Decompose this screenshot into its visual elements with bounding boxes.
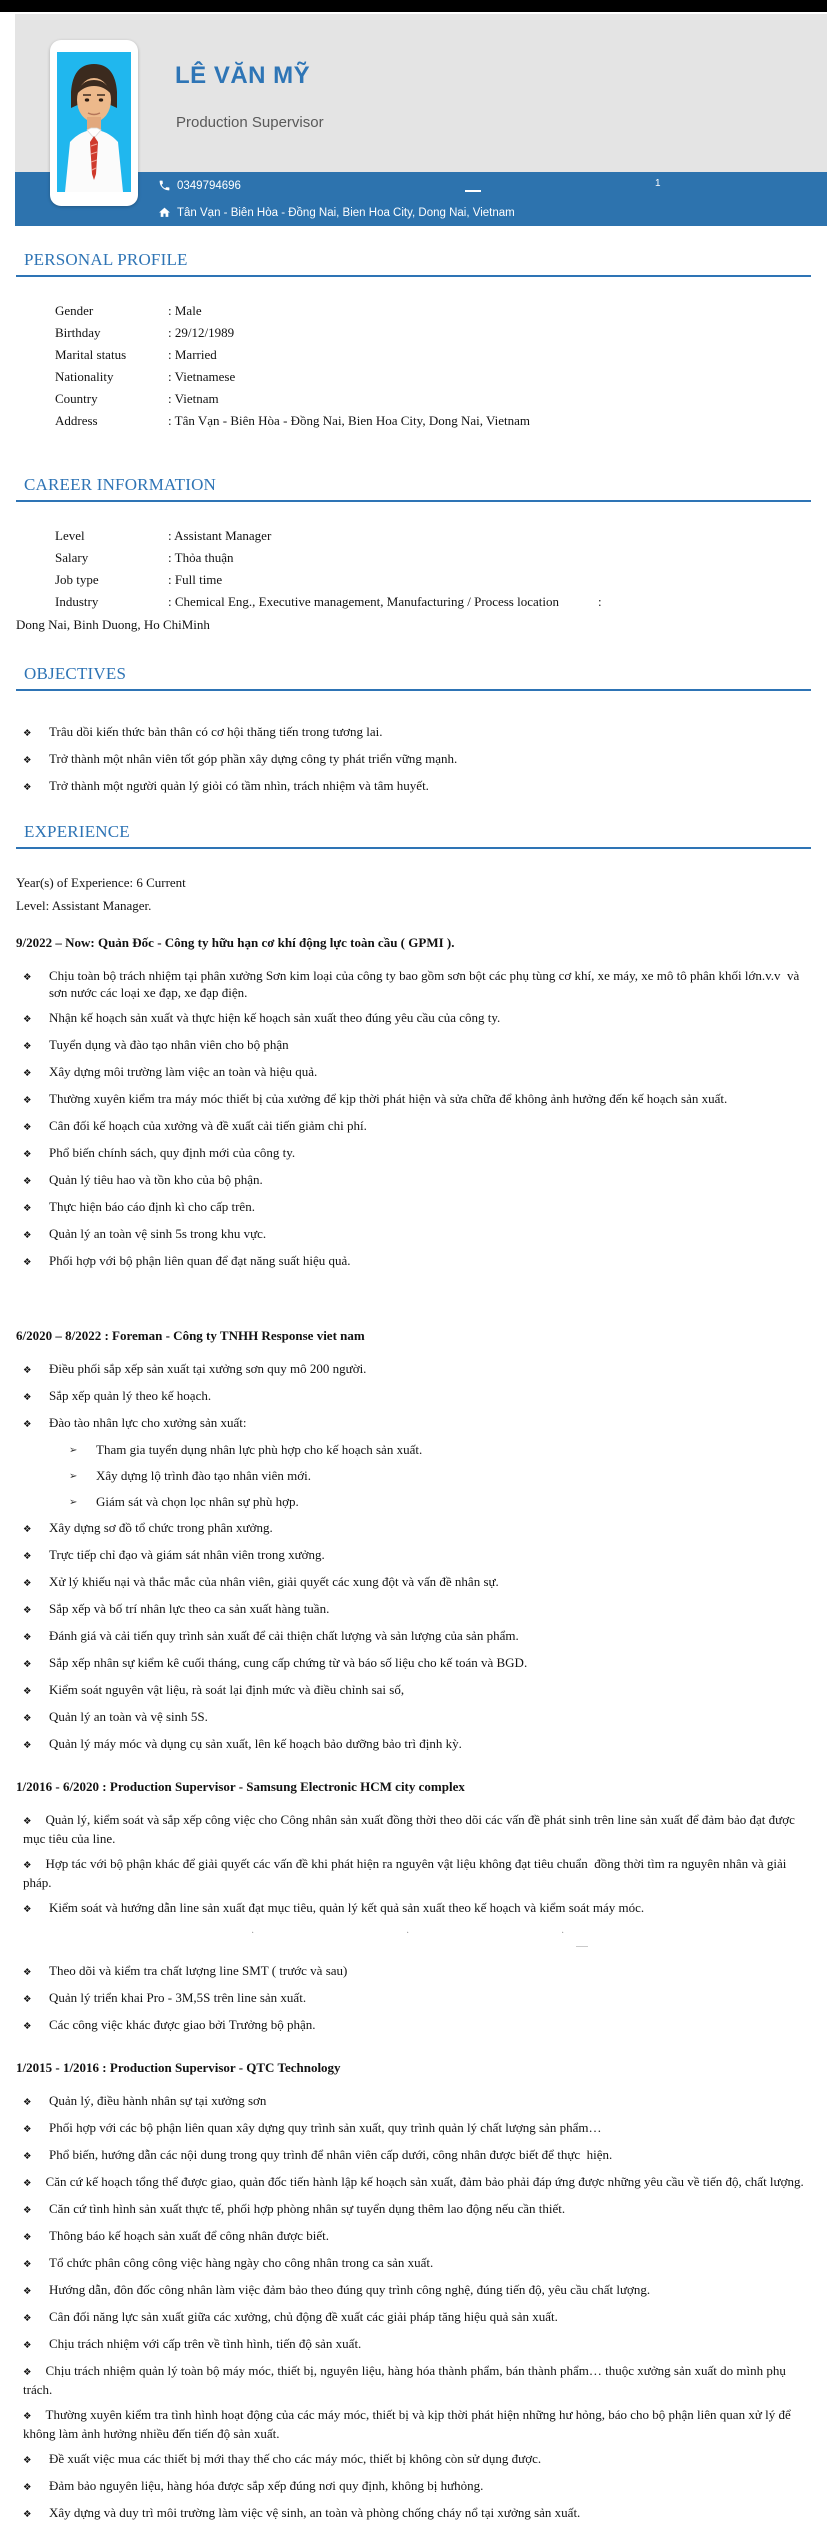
phone-icon <box>158 179 171 192</box>
experience-years: Year(s) of Experience: 6 Current <box>16 875 186 890</box>
job-heading-samsung: 1/2016 - 6/2020 : Production Supervisor - Samsung Electronic HCM city complex <box>16 1779 465 1794</box>
stray-mark: 1 <box>655 178 661 189</box>
diamond-bullet-icon: ❖ <box>23 1994 32 2005</box>
job-bullet: ❖ Đánh giá và cải tiến quy trình sản xuất để cải thiện chất lượng và sản lượng của sản phẩm. <box>23 1627 811 1646</box>
diamond-bullet-icon: ❖ <box>23 1713 32 1724</box>
diamond-bullet-icon: ❖ <box>23 728 32 739</box>
diamond-bullet-icon: ❖ <box>23 2286 32 2297</box>
person-job-title: Production Supervisor <box>176 114 324 131</box>
job-bullet: ❖ Xây dựng và duy trì môi trường làm việc vệ sinh, an toàn và phòng chống cháy nổ tại xưởng sản xuất. <box>23 2504 811 2523</box>
profile-row-birthday: Birthday : 29/12/1989 <box>55 325 811 341</box>
job-gpmi-bullets <box>16 967 811 1271</box>
diamond-bullet-icon: ❖ <box>23 755 32 766</box>
job-bullet: ❖ Căn cứ kế hoạch tổng thể được giao, quản đốc tiến hành lập kế hoạch sản xuất, đảm bảo phải đáp ứng được những yêu cầu về tiến độ, chất lượng. <box>23 2174 804 2189</box>
diamond-bullet-icon: ❖ <box>23 1365 32 1376</box>
personal-profile-rows <box>16 303 811 429</box>
job-bullet: ❖ Chịu trách nhiệm quản lý toàn bộ máy móc, thiết bị, nguyên liệu, hàng hóa thành phẩm, bán thành phẩm… thuộc xưởng sản xuất do mình phụ trách. <box>23 2363 790 2397</box>
job-bullet: ❖ Sắp xếp và bố trí nhân lực theo ca sản xuất hàng tuần. <box>23 1600 811 1619</box>
diamond-bullet-icon: ❖ <box>23 2178 32 2189</box>
experience-level: Level: Assistant Manager. <box>16 898 152 913</box>
career-information-rows <box>16 528 811 634</box>
profile-row-nationality: Nationality : Vietnamese <box>55 369 811 385</box>
job-bullet: ❖ Trực tiếp chỉ đạo và giám sát nhân viên trong xưởng. <box>23 1546 811 1565</box>
diamond-bullet-icon: ❖ <box>23 1014 32 1025</box>
faded-text-artifacts: · · · <box>16 1926 811 1956</box>
job-bullet: ❖ Sắp xếp quản lý theo kế hoạch. <box>23 1387 811 1406</box>
job-bullet: ❖ Hợp tác với bộ phận khác để giải quyết các vấn đề khi phát hiện ra nguyên vật liệu không đạt tiêu chuẩn đồng thời tìm ra nguyên nhân và giải pháp. <box>23 1856 790 1890</box>
diamond-bullet-icon: ❖ <box>23 1816 32 1827</box>
job-bullet: ❖ Điều phối sắp xếp sản xuất tại xưởng sơn quy mô 200 người. <box>23 1360 811 1379</box>
job-bullet: ❖ Chịu toàn bộ trách nhiệm tại phân xưởng Sơn kim loại của công ty bao gồm sơn bột các phụ tùng cơ khí, xe máy, xe mô tô phân khối lớn.v.v và sơn nước các loại xe đạp, xe đạp điện. <box>23 968 803 1000</box>
job-response-bullets <box>16 1360 811 1754</box>
job-bullet: ❖ Các công việc khác được giao bởi Trưởng bộ phận. <box>23 2016 811 2035</box>
diamond-bullet-icon: ❖ <box>23 2205 32 2216</box>
career-row-job-type: Job type : Full time <box>55 572 811 588</box>
career-row-salary: Salary : Thỏa thuận <box>55 550 811 566</box>
diamond-bullet-icon: ❖ <box>23 2411 32 2422</box>
job-bullet: ❖ Phổ biến chính sách, quy định mới của công ty. <box>23 1144 811 1163</box>
job-bullet: ❖ Quản lý, điều hành nhân sự tại xưởng sơn <box>23 2092 811 2111</box>
profile-row-country: Country : Vietnam <box>55 391 811 407</box>
diamond-bullet-icon: ❖ <box>23 1659 32 1670</box>
job-bullet: ❖ Chịu trách nhiệm với cấp trên về tình hình, tiến độ sản xuất. <box>23 2335 811 2354</box>
diamond-bullet-icon: ❖ <box>23 1230 32 1241</box>
resume-body <box>0 250 827 2523</box>
job-bullet: ❖ Quản lý triển khai Pro - 3M,5S trên line sản xuất. <box>23 1989 811 2008</box>
diamond-bullet-icon: ❖ <box>23 1095 32 1106</box>
diamond-bullet-icon: ❖ <box>23 1605 32 1616</box>
job-heading-gpmi: 9/2022 – Now: Quản Đốc - Công ty hữu hạn cơ khí động lực toàn cầu ( GPMI ). <box>16 935 455 950</box>
diamond-bullet-icon: ❖ <box>23 782 32 793</box>
diamond-bullet-icon: ❖ <box>23 1203 32 1214</box>
job-subbullet: ➢ Tham gia tuyển dụng nhân lực phù hợp cho kế hoạch sản xuất. <box>69 1442 423 1457</box>
phone-number: 0349794696 <box>177 179 241 192</box>
job-bullet: ❖ Quản lý tiêu hao và tồn kho của bộ phận. <box>23 1171 811 1190</box>
diamond-bullet-icon: ❖ <box>23 2367 32 2378</box>
person-name: LÊ VĂN MỸ <box>175 62 311 89</box>
job-heading-response: 6/2020 – 8/2022 : Foreman - Công ty TNHH Response viet nam <box>16 1328 365 1343</box>
diamond-bullet-icon: ❖ <box>23 972 32 983</box>
top-black-bar <box>0 0 827 12</box>
section-title-career-information: CAREER INFORMATION <box>16 475 811 502</box>
diamond-bullet-icon: ❖ <box>23 2455 32 2466</box>
section-title-personal-profile: PERSONAL PROFILE <box>16 250 811 277</box>
job-bullet: ❖ Cân đối kế hoạch của xưởng và đề xuất cải tiến giảm chi phí. <box>23 1117 811 1136</box>
diamond-bullet-icon: ❖ <box>23 1860 32 1871</box>
job-bullet: ❖ Thường xuyên kiểm tra máy móc thiết bị của xưởng để kịp thời phát hiện và sửa chữa để không ảnh hưởng đến kế hoạch sản xuất. <box>23 1090 811 1109</box>
job-bullet: ❖ Phổ biến, hướng dẫn các nội dung trong quy trình để nhân viên cấp dưới, công nhân được biết để thực hiện. <box>23 2146 811 2165</box>
diamond-bullet-icon: ❖ <box>23 1967 32 1978</box>
diamond-bullet-icon: ❖ <box>23 2021 32 2032</box>
job-bullet: ❖ Thường xuyên kiểm tra tình hình hoạt động của các máy móc, thiết bị và kịp thời phát hiện những hư hỏng, báo cho bộ phận liên quan xử lý để không làm ảnh hưởng nhiều đến tiến độ sản xuất. <box>23 2407 795 2441</box>
diamond-bullet-icon: ❖ <box>23 1551 32 1562</box>
diamond-bullet-icon: ❖ <box>23 2313 32 2324</box>
objective-item: ❖ Trở thành một nhân viên tốt góp phần xây dựng công ty phát triển vững mạnh. <box>23 750 811 769</box>
job-qtc-bullets <box>16 2092 811 2523</box>
diamond-bullet-icon: ❖ <box>23 1257 32 1268</box>
job-bullet: ❖ Sắp xếp nhân sự kiểm kê cuối tháng, cung cấp chứng từ và báo số liệu cho kế toán và BGD. <box>23 1654 811 1673</box>
diamond-bullet-icon: ❖ <box>23 2259 32 2270</box>
diamond-bullet-icon: ❖ <box>23 1149 32 1160</box>
job-bullet: ❖ Đề xuất việc mua các thiết bị mới thay thế cho các máy móc, thiết bị không còn sử dụng được. <box>23 2450 811 2469</box>
job-heading-qtc: 1/2015 - 1/2016 : Production Supervisor - QTC Technology <box>16 2060 341 2075</box>
home-icon <box>158 206 171 219</box>
diamond-bullet-icon: ❖ <box>23 1419 32 1430</box>
job-bullet: ❖ Phối hợp với các bộ phận liên quan xây dựng quy trình sản xuất, quy trình quản lý chất lượng sản phẩm… <box>23 2119 811 2138</box>
job-bullet: ❖ Tổ chức phân công công việc hàng ngày cho công nhân trong ca sản xuất. <box>23 2254 811 2273</box>
section-title-experience: EXPERIENCE <box>16 822 811 849</box>
diamond-bullet-icon: ❖ <box>23 1524 32 1535</box>
objective-item: ❖ Trâu dồi kiến thức bản thân có cơ hội thăng tiến trong tương lai. <box>23 723 811 742</box>
job-subbullet: ➢ Giám sát và chọn lọc nhân sự phù hợp. <box>69 1494 299 1509</box>
career-row-level: Level : Assistant Manager <box>55 528 811 544</box>
faded-dash-artifact <box>576 1940 588 1947</box>
diamond-bullet-icon: ❖ <box>23 1176 32 1187</box>
profile-photo <box>50 40 138 206</box>
job-subbullet: ➢ Xây dựng lộ trình đào tạo nhân viên mới. <box>69 1468 312 1483</box>
profile-row-address: Address : Tân Vạn - Biên Hòa - Đồng Nai, Bien Hoa City, Dong Nai, Vietnam <box>55 413 811 429</box>
job-bullet: ❖ Quản lý an toàn và vệ sinh 5S. <box>23 1708 811 1727</box>
objective-item: ❖ Trở thành một người quản lý giỏi có tầm nhìn, trách nhiệm và tâm huyết. <box>23 777 811 796</box>
diamond-bullet-icon: ❖ <box>23 1686 32 1697</box>
job-bullet: ❖ Phối hợp với bộ phận liên quan để đạt năng suất hiệu quả. <box>23 1252 811 1271</box>
arrow-bullet-icon: ➢ <box>69 1445 78 1456</box>
diamond-bullet-icon: ❖ <box>23 1632 32 1643</box>
diamond-bullet-icon: ❖ <box>23 1068 32 1079</box>
job-bullet: ❖ Cân đối năng lực sản xuất giữa các xưởng, chủ động đề xuất các giải pháp tăng hiệu quả sản xuất. <box>23 2308 811 2327</box>
job-bullet: ❖ Thực hiện báo cáo định kì cho cấp trên. <box>23 1198 811 1217</box>
diamond-bullet-icon: ❖ <box>23 1392 32 1403</box>
diamond-bullet-icon: ❖ <box>23 2340 32 2351</box>
industry-locations: Dong Nai, Binh Duong, Ho ChiMinh <box>16 617 210 632</box>
job-bullet: ❖ Xây dựng môi trường làm việc an toàn và hiệu quả. <box>23 1063 811 1082</box>
job-bullet: ❖ Đảm bảo nguyên liệu, hàng hóa được sắp xếp đúng nơi quy định, không bị hưhỏng. <box>23 2477 811 2496</box>
resume-header <box>0 0 827 226</box>
job-bullet: ❖ Thông báo kế hoạch sản xuất để công nhân được biết. <box>23 2227 811 2246</box>
diamond-bullet-icon: ❖ <box>23 1578 32 1589</box>
job-samsung-bullets <box>16 1811 811 2035</box>
job-bullet: ❖ Nhận kế hoạch sản xuất và thực hiện kế hoạch sản xuất theo đúng yêu cầu của công ty. <box>23 1009 811 1028</box>
job-bullet: ❖ Căn cứ tình hình sản xuất thực tế, phối hợp phòng nhân sự tuyển dụng thêm lao động nếu cần thiết. <box>23 2200 811 2219</box>
diamond-bullet-icon: ❖ <box>23 1904 32 1915</box>
diamond-bullet-icon: ❖ <box>23 2232 32 2243</box>
diamond-bullet-icon: ❖ <box>23 2124 32 2135</box>
diamond-bullet-icon: ❖ <box>23 2482 32 2493</box>
job-bullet: ❖ Tuyển dụng và đào tạo nhân viên cho bộ phận <box>23 1036 811 1055</box>
redacted-underscore-mark <box>465 180 481 192</box>
job-bullet: ❖ Xây dựng sơ đồ tổ chức trong phân xưởng. <box>23 1519 811 1538</box>
job-bullet: ❖ Quản lý máy móc và dụng cụ sản xuất, lên kế hoạch bảo dưỡng bảo trì định kỳ. <box>23 1735 811 1754</box>
career-row-industry: Industry : Chemical Eng., Executive management, Manufacturing / Process location : <box>55 594 811 610</box>
job-bullet: ❖ Theo dõi và kiểm tra chất lượng line SMT ( trước và sau) <box>23 1962 811 1981</box>
job-bullet: ❖ Hướng dẫn, đôn đốc công nhân làm việc đảm bảo theo đúng quy trình công nghệ, đúng tiến độ, yêu cầu chất lượng. <box>23 2281 811 2300</box>
section-title-objectives: OBJECTIVES <box>16 664 811 691</box>
diamond-bullet-icon: ❖ <box>23 1041 32 1052</box>
diamond-bullet-icon: ❖ <box>23 2097 32 2108</box>
arrow-bullet-icon: ➢ <box>69 1497 78 1508</box>
contact-address: Tân Vạn - Biên Hòa - Đồng Nai, Bien Hoa City, Dong Nai, Vietnam <box>177 206 515 219</box>
job-bullet: ❖ Kiểm soát và hướng dẫn line sản xuất đạt mục tiêu, quản lý kết quả sản xuất theo kế hoạch và kiểm soát máy móc. <box>23 1899 811 1918</box>
diamond-bullet-icon: ❖ <box>23 1122 32 1133</box>
profile-row-marital-status: Marital status : Married <box>55 347 811 363</box>
contact-address-row <box>15 199 827 226</box>
arrow-bullet-icon: ➢ <box>69 1471 78 1482</box>
job-bullet: ❖ Kiểm soát nguyên vật liệu, rà soát lại định mức và điều chỉnh sai số, <box>23 1681 811 1700</box>
job-bullet: ❖ Đào tào nhân lực cho xưởng sản xuất: <box>23 1414 811 1433</box>
diamond-bullet-icon: ❖ <box>23 2509 32 2520</box>
diamond-bullet-icon: ❖ <box>23 2151 32 2162</box>
profile-row-gender: Gender : Male <box>55 303 811 319</box>
job-bullet: ❖ Quản lý, kiểm soát và sắp xếp công việc cho Công nhân sản xuất đồng thời theo dõi các vấn đề phát sinh trên line sản xuất để đảm bảo đạt được mục tiêu của line. <box>23 1812 799 1846</box>
diamond-bullet-icon: ❖ <box>23 1740 32 1751</box>
objectives-list <box>16 723 811 796</box>
job-bullet: ❖ Xử lý khiếu nại và thắc mắc của nhân viên, giải quyết các xung đột và vấn đề nhân sự. <box>23 1573 811 1592</box>
portrait-image <box>57 52 131 192</box>
job-bullet: ❖ Quản lý an toàn vệ sinh 5s trong khu vực. <box>23 1225 811 1244</box>
